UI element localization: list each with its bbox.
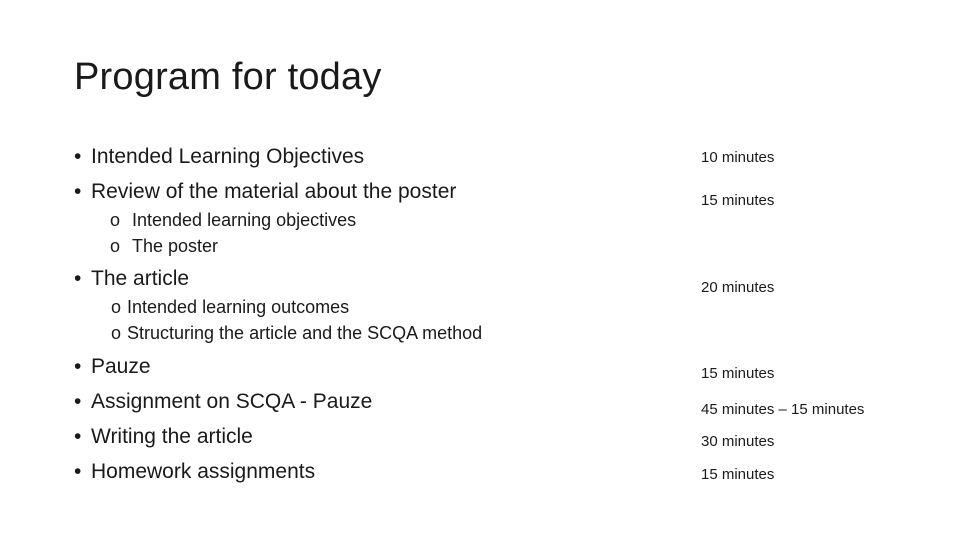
sub-bullet-marker: o: [110, 210, 121, 230]
agenda-subitem: [110, 236, 218, 257]
agenda-item-text: The article: [91, 267, 190, 290]
agenda-subitem-text: Structuring the article and the SCQA method: [127, 323, 483, 343]
bullet-marker: •: [74, 425, 82, 448]
agenda-item-text: Writing the article: [91, 425, 253, 448]
agenda-item-homework: [74, 460, 315, 484]
agenda-subitem-text: The poster: [132, 236, 219, 256]
sub-bullet-marker: o: [111, 323, 122, 343]
agenda-item-duration: 10 minutes: [701, 149, 775, 166]
agenda-item-writing-article: [74, 425, 253, 449]
agenda-item-review-material-poster: [74, 180, 456, 204]
sub-bullet-marker: o: [111, 297, 122, 317]
bullet-marker: •: [74, 180, 82, 203]
agenda-subitem-text: Intended learning objectives: [132, 210, 357, 230]
agenda-item-duration: 15 minutes: [701, 365, 775, 382]
agenda-item-intended-learning-objectives: [74, 145, 364, 169]
agenda-item-text: Intended Learning Objectives: [91, 145, 365, 168]
agenda-item-assignment-scqa: [74, 390, 372, 414]
agenda-item-duration: 20 minutes: [701, 279, 775, 296]
agenda-item-text: Review of the material about the poster: [91, 180, 457, 203]
slide-title: Program for today: [74, 56, 382, 98]
agenda-subitem: [110, 210, 356, 231]
agenda-item-pauze: [74, 355, 151, 379]
agenda-subitem-text: Intended learning outcomes: [127, 297, 350, 317]
agenda-item-duration: 15 minutes: [701, 466, 775, 483]
agenda-item-the-article: [74, 267, 189, 291]
agenda-item-text: Homework assignments: [91, 460, 316, 483]
agenda-item-duration: 45 minutes – 15 minutes: [701, 401, 865, 418]
bullet-marker: •: [74, 460, 82, 483]
bullet-marker: •: [74, 145, 82, 168]
agenda-subitem: [111, 297, 349, 318]
agenda-item-text: Assignment on SCQA - Pauze: [91, 390, 373, 413]
sub-bullet-marker: o: [110, 236, 121, 256]
bullet-marker: •: [74, 390, 82, 413]
agenda-item-duration: 30 minutes: [701, 433, 775, 450]
agenda-item-duration: 15 minutes: [701, 192, 775, 209]
bullet-marker: •: [74, 267, 82, 290]
agenda-item-text: Pauze: [91, 355, 151, 378]
bullet-marker: •: [74, 355, 82, 378]
agenda-subitem: [111, 323, 482, 344]
